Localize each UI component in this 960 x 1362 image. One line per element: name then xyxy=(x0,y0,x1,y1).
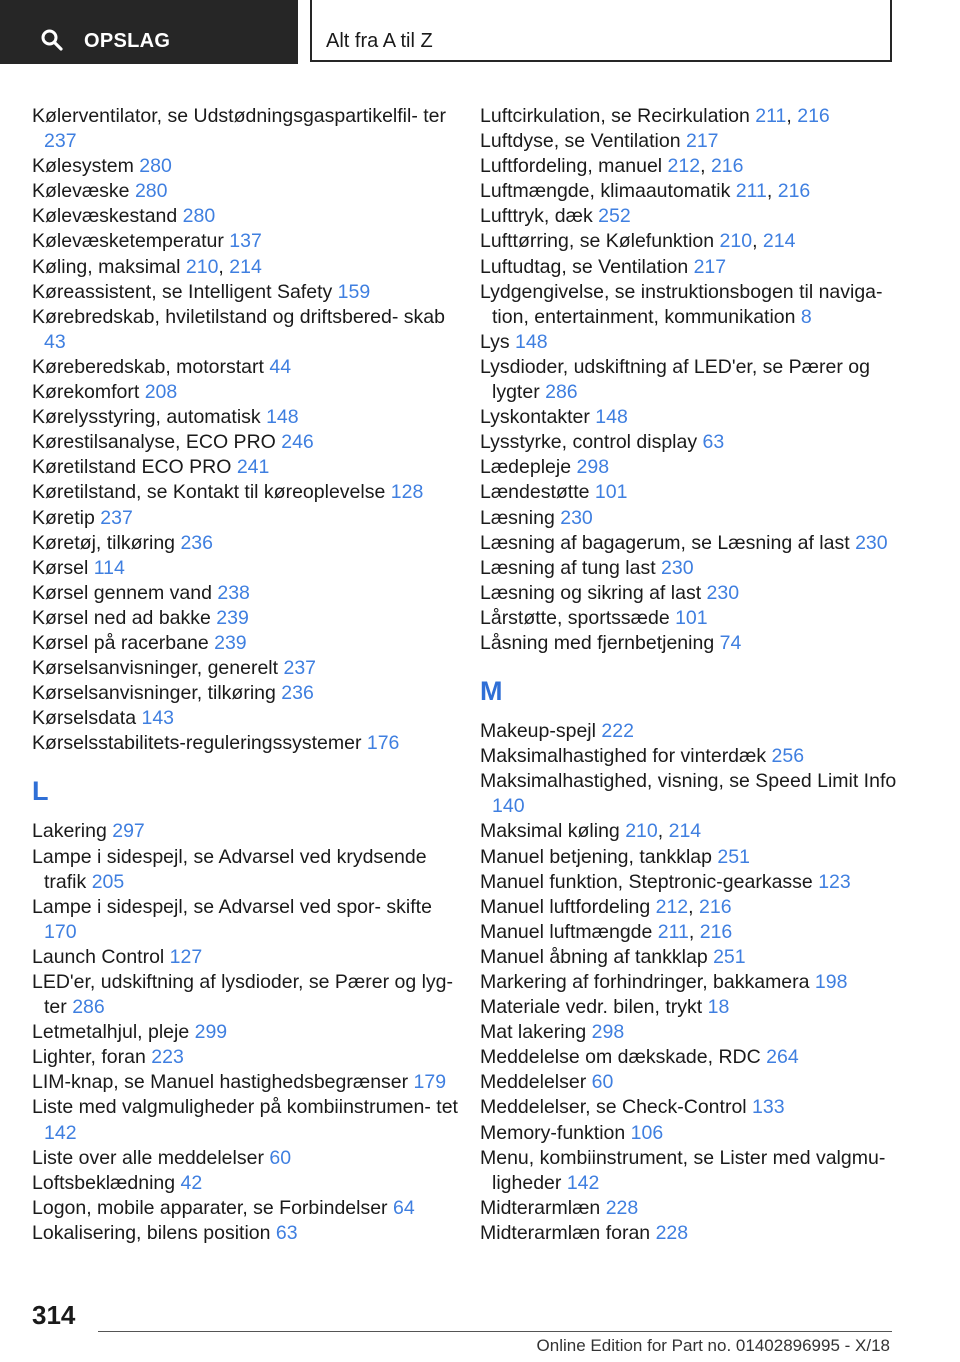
index-entry xyxy=(480,744,900,769)
index-entry-term: Kørestilsanalyse, ECO PRO xyxy=(32,431,282,454)
index-entry-term: Kørebredskab, hviletilstand og driftsbered‐ skab xyxy=(32,305,445,328)
index-entry-term: Markering af forhindringer, bakkamera xyxy=(480,971,815,993)
index-entry xyxy=(480,769,900,819)
index-entry-term: Manuel luftmængde xyxy=(480,920,658,943)
index-entry-term: Lysdioder, udskiftning af LED'er, se Pærer og lygter xyxy=(480,355,870,404)
page-link[interactable]: 148 xyxy=(595,406,628,429)
index-entry xyxy=(480,330,900,355)
index-entry xyxy=(480,355,900,405)
page-link[interactable]: 18 xyxy=(707,996,730,1019)
page-link[interactable]: 217 xyxy=(693,255,727,278)
index-entry: Manuel luftmængde 211, 216 xyxy=(480,920,733,943)
page-link[interactable]: 214 xyxy=(229,255,262,278)
index-title-tab[interactable] xyxy=(310,0,892,62)
page-link[interactable]: 211 xyxy=(755,105,787,127)
index-entry-term: Kørsel gennem vand xyxy=(32,581,218,604)
page-link[interactable]: 222 xyxy=(601,720,634,743)
index-entry xyxy=(32,455,462,480)
index-entry-term: Midterarmlæn xyxy=(480,1196,606,1219)
index-entry-term: Mat lakering xyxy=(480,1021,592,1044)
index-entry: Køling, maksimal 210, 214 xyxy=(32,255,262,278)
index-entry xyxy=(32,945,462,970)
index-entry xyxy=(480,581,900,606)
index-entry-term: Manuel luftfordeling xyxy=(480,895,656,918)
index-entry xyxy=(480,280,900,330)
index-entry-term: Luftfordeling, manuel xyxy=(480,155,668,178)
index-entry xyxy=(480,945,900,970)
index-entry: Luftmængde, klimaautomatik 211, 216 xyxy=(480,180,811,203)
index-entry-term: Kørsel ned ad bakke xyxy=(32,606,217,629)
index-entry: Luftcirkulation, se Recirkulation 211, 216 xyxy=(480,105,830,127)
page-link[interactable]: 210 xyxy=(625,820,658,843)
page-link[interactable]: 63 xyxy=(275,1221,298,1244)
index-entry-term: Køling, maksimal xyxy=(32,255,186,278)
index-entry-term: Menu, kombiinstrument, se Lister med valgmu‐ ligheder xyxy=(480,1146,886,1194)
search-icon xyxy=(40,28,64,52)
page-link[interactable]: 223 xyxy=(151,1046,184,1069)
page-link[interactable]: 230 xyxy=(560,506,593,529)
page-link[interactable]: 237 xyxy=(283,657,317,680)
index-entry-term: Lædepleje xyxy=(480,456,577,479)
index-entry-term: Lydgengivelse, se instruktionsbogen til naviga‐ tion, entertainment, kommunikation xyxy=(480,280,883,328)
page-link[interactable]: 214 xyxy=(668,820,702,843)
index-entry-term: Kørelysstyring, automatisk xyxy=(32,406,267,429)
page-link[interactable]: 230 xyxy=(661,556,694,579)
search-tab[interactable] xyxy=(0,0,298,64)
index-entry xyxy=(480,995,900,1020)
index-entry-term: Kølevæsketemperatur xyxy=(32,230,230,253)
page-link[interactable]: 212 xyxy=(667,155,701,178)
index-entry xyxy=(480,204,900,229)
page-link[interactable]: 216 xyxy=(699,920,733,943)
page-link[interactable]: 211 xyxy=(657,920,689,943)
index-entry-term: Lændestøtte xyxy=(480,481,595,504)
index-entry xyxy=(32,731,462,756)
index-entry xyxy=(32,179,462,204)
index-entry xyxy=(480,1070,900,1095)
index-entry xyxy=(480,1196,900,1221)
index-entry xyxy=(32,430,462,455)
index-entry-term: Materiale vedr. bilen, trykt xyxy=(480,996,708,1019)
page-link[interactable]: 212 xyxy=(655,895,689,918)
index-entry xyxy=(32,581,462,606)
page-link[interactable]: 298 xyxy=(591,1021,625,1044)
page-link[interactable]: 251 xyxy=(717,845,750,868)
index-column-left xyxy=(32,104,462,1246)
index-entry: Maksimal køling 210, 214 xyxy=(480,820,702,843)
index-entry-term: Luftdyse, se Ventilation xyxy=(480,130,686,153)
index-entry-term: Læsning af tung last xyxy=(480,556,662,579)
index-entry xyxy=(32,1221,462,1246)
page-link[interactable]: 297 xyxy=(112,820,145,843)
page-link[interactable]: 298 xyxy=(576,456,610,479)
index-entry-term: Launch Control xyxy=(32,945,170,968)
index-entry xyxy=(32,656,462,681)
index-entry xyxy=(480,1095,900,1120)
index-entry-term: LIM-knap, se Manuel hastighedsbegrænser xyxy=(32,1071,414,1094)
index-entry-term: Meddelelse om dækskade, RDC xyxy=(480,1046,767,1069)
index-entry-term: Lakering xyxy=(32,820,113,843)
page-link[interactable]: 286 xyxy=(545,381,578,404)
index-entry-term: Læsning og sikring af last xyxy=(480,581,707,604)
index-entry xyxy=(32,531,462,556)
section-letter-heading: L xyxy=(32,776,49,807)
page-link[interactable]: 128 xyxy=(390,481,424,504)
page-link[interactable]: 286 xyxy=(72,996,105,1019)
index-entry xyxy=(480,606,900,631)
page-link[interactable]: 214 xyxy=(762,230,796,253)
page-link[interactable]: 230 xyxy=(706,581,740,604)
index-entry-term: Kørsel xyxy=(32,556,94,579)
page-link[interactable]: 216 xyxy=(797,105,830,127)
page-link[interactable]: 205 xyxy=(91,870,125,893)
footer-divider xyxy=(98,1331,892,1332)
index-entry xyxy=(32,405,462,430)
page-link[interactable]: 8 xyxy=(800,305,812,328)
index-entry xyxy=(32,1171,462,1196)
index-entry-term: Liste med valgmuligheder på kombiinstrumen‐ tet xyxy=(32,1096,458,1119)
index-entry xyxy=(32,1070,462,1095)
index-title-label: Alt fra A til Z xyxy=(326,30,433,52)
page-link[interactable]: 264 xyxy=(766,1046,799,1069)
index-entry-term: Kølesystem xyxy=(32,155,140,178)
index-entry-term: Læsning xyxy=(480,506,561,529)
index-entry xyxy=(480,1020,900,1045)
top-bar xyxy=(0,0,960,66)
page-link[interactable]: 148 xyxy=(515,330,548,353)
page-link[interactable]: 236 xyxy=(180,531,213,554)
page-link[interactable]: 216 xyxy=(699,895,732,918)
page-link[interactable]: 127 xyxy=(169,945,203,968)
index-entry xyxy=(480,1146,900,1196)
page-link[interactable]: 143 xyxy=(141,707,175,730)
index-entry xyxy=(480,255,900,280)
index-entry xyxy=(480,970,900,995)
index-entry-term: Kørselsdata xyxy=(32,707,142,730)
index-entry xyxy=(480,845,900,870)
index-entry xyxy=(32,1196,462,1221)
page-link[interactable]: 74 xyxy=(719,631,742,654)
index-entry-term: Lufttørring, se Kølefunktion xyxy=(480,230,720,253)
page-link[interactable]: 246 xyxy=(281,431,314,454)
page-link[interactable]: 252 xyxy=(598,205,631,228)
index-entry-term: Lokalisering, bilens position xyxy=(32,1221,276,1244)
index-entry xyxy=(480,1121,900,1146)
page-link[interactable]: 238 xyxy=(217,581,250,604)
index-entry xyxy=(32,631,462,656)
index-entry-term: Køreassistent, se Intelligent Safety xyxy=(32,280,338,303)
index-entry-term: Lampe i sidespejl, se Advarsel ved spor‐ skifte xyxy=(32,895,432,918)
page-link[interactable]: 280 xyxy=(134,180,168,203)
page-number: 314 xyxy=(32,1300,76,1330)
edition-footer: Online Edition for Part no. 01402896995 - X/18 xyxy=(536,1336,890,1355)
page-link[interactable]: 114 xyxy=(93,556,125,579)
page-link[interactable]: 179 xyxy=(413,1071,447,1094)
index-entry xyxy=(32,845,462,895)
index-entry xyxy=(32,706,462,731)
index-entry xyxy=(32,480,462,505)
index-entry xyxy=(480,455,900,480)
index-entry-term: Lufttryk, dæk xyxy=(480,205,599,228)
index-entry-term: Luftcirkulation, se Recirkulation xyxy=(480,105,756,127)
page-link[interactable]: 241 xyxy=(236,456,270,479)
index-entry-term: Lyskontakter xyxy=(480,406,596,429)
index-entry xyxy=(480,129,900,154)
section-letter-heading: M xyxy=(480,676,503,707)
page-link[interactable]: 239 xyxy=(216,606,249,629)
index-entry-term: Kørekomfort xyxy=(32,381,145,404)
page-link[interactable]: 236 xyxy=(281,682,314,705)
page-link[interactable]: 101 xyxy=(594,481,628,504)
index-entry xyxy=(32,681,462,706)
index-entry-term: Køretip xyxy=(32,506,101,529)
index-entry xyxy=(32,305,462,355)
page-link[interactable]: 142 xyxy=(44,1121,77,1144)
index-entry-term: Kølevæske xyxy=(32,180,135,203)
page-link[interactable]: 208 xyxy=(144,381,178,404)
index-entry-term: Luftmængde, klimaautomatik xyxy=(480,180,736,203)
index-entry-term: Maksimal køling xyxy=(480,820,626,843)
page-link[interactable]: 142 xyxy=(566,1171,600,1194)
index-entry-term: Manuel funktion, Steptronic-gearkasse xyxy=(480,870,819,893)
index-entry: Luftfordeling, manuel 212, 216 xyxy=(480,155,744,178)
index-entry-term: Kølevæskestand xyxy=(32,205,183,228)
page-link[interactable]: 280 xyxy=(182,205,216,228)
page-link[interactable]: 137 xyxy=(229,230,262,253)
index-entry-term: Manuel åbning af tankklap xyxy=(480,945,714,968)
index-entry-term: Lys xyxy=(480,330,516,353)
page-link[interactable]: 43 xyxy=(44,330,66,353)
index-entry xyxy=(480,870,900,895)
page-link[interactable]: 140 xyxy=(492,795,525,818)
index-entry-term: Lighter, foran xyxy=(32,1046,152,1069)
search-tab-label: OPSLAG xyxy=(84,30,171,52)
page-link[interactable]: 123 xyxy=(818,870,851,893)
index-entry-term: Meddelelser xyxy=(480,1071,592,1094)
page-link[interactable]: 230 xyxy=(855,531,888,554)
page-link[interactable]: 64 xyxy=(392,1196,415,1219)
page-link[interactable]: 228 xyxy=(655,1221,689,1244)
index-entry-term: Kørselsanvisninger, tilkøring xyxy=(32,682,282,705)
index-entry-term: Kølerventilator, se Udstødningsgaspartikelfil‐ ter xyxy=(32,105,447,127)
page-link[interactable]: 44 xyxy=(269,355,292,378)
index-entry-term: Manuel betjening, tankklap xyxy=(480,845,718,868)
page-link[interactable]: 216 xyxy=(710,155,744,178)
page-link[interactable]: 176 xyxy=(366,732,400,755)
index-entry-term: Logon, mobile apparater, se Forbindelser xyxy=(32,1196,393,1219)
page-link[interactable]: 148 xyxy=(266,406,299,429)
page-link[interactable]: 159 xyxy=(337,280,371,303)
index-entry-term: Memory-funktion xyxy=(480,1121,631,1144)
page-link[interactable]: 133 xyxy=(752,1096,785,1119)
index-entry-term: Læsning af bagagerum, se Læsning af last xyxy=(480,531,856,554)
index-entry xyxy=(480,480,900,505)
page-link[interactable]: 210 xyxy=(719,230,753,253)
index-entry-term: Midterarmlæn foran xyxy=(480,1221,656,1244)
page-link[interactable]: 63 xyxy=(702,431,725,454)
index-column-right xyxy=(480,104,900,1246)
index-entry xyxy=(32,355,462,380)
index-entry xyxy=(32,229,462,254)
page-link[interactable]: 237 xyxy=(44,130,77,153)
index-entry xyxy=(32,280,462,305)
index-entry xyxy=(32,1146,462,1171)
page-link[interactable]: 216 xyxy=(777,180,811,203)
index-entry xyxy=(480,719,900,744)
page-link[interactable]: 60 xyxy=(269,1146,292,1169)
index-entry xyxy=(32,104,462,154)
index-entry xyxy=(32,154,462,179)
index-entry xyxy=(480,506,900,531)
index-entry-term: Lampe i sidespejl, se Advarsel ved krydsende trafik xyxy=(32,845,427,893)
page-link[interactable]: 228 xyxy=(605,1196,639,1219)
index-entry xyxy=(480,1221,900,1246)
page-link[interactable]: 42 xyxy=(180,1171,203,1194)
index-entry xyxy=(32,380,462,405)
index-entry-term: Kørselsstabilitets-reguleringssystemer xyxy=(32,732,367,755)
page-link[interactable]: 198 xyxy=(814,971,848,993)
index-entry-term: Køretilstand ECO PRO xyxy=(32,456,237,479)
index-entry-term: Køreberedskab, motorstart xyxy=(32,355,270,378)
index-entry-term: Kørsel på racerbane xyxy=(32,631,215,654)
index-entry-term: Letmetalhjul, pleje xyxy=(32,1021,195,1044)
index-entry xyxy=(32,819,462,844)
index-entry-term: Makeup-spejl xyxy=(480,720,602,743)
index-entry-term: LED'er, udskiftning af lysdioder, se Pærer og lyg‐ ter xyxy=(32,971,454,1019)
index-entry xyxy=(32,556,462,581)
index-entry xyxy=(480,1045,900,1070)
page-link[interactable]: 299 xyxy=(194,1021,228,1044)
index-entry xyxy=(32,1020,462,1045)
index-entry xyxy=(480,531,900,556)
page-link[interactable]: 217 xyxy=(685,130,719,153)
index-entry-term: Liste over alle meddelelser xyxy=(32,1146,270,1169)
index-entry-term: Loftsbeklædning xyxy=(32,1171,181,1194)
index-entry xyxy=(480,430,900,455)
page-link[interactable]: 60 xyxy=(591,1071,614,1094)
index-entry xyxy=(32,895,462,945)
index-entry xyxy=(32,1045,462,1070)
page-link[interactable]: 210 xyxy=(185,255,219,278)
index-entry-term: Låsning med fjernbetjening xyxy=(480,631,720,654)
page-link[interactable]: 280 xyxy=(139,155,172,178)
index-entry-term: Maksimalhastighed for vinterdæk xyxy=(480,745,772,768)
index-entry: Lufttørring, se Kølefunktion 210, 214 xyxy=(480,230,796,253)
index-entry-term: Lårstøtte, sportssæde xyxy=(480,606,676,629)
index-entry xyxy=(480,405,900,430)
index-entry xyxy=(32,970,462,1020)
index-entry-term: Køretøj, tilkøring xyxy=(32,531,181,554)
index-entry-term: Meddelelser, se Check-Control xyxy=(480,1096,753,1119)
index-entry xyxy=(480,631,900,656)
index-entry: Manuel luftfordeling 212, 216 xyxy=(480,895,732,918)
index-entry-term: Luftudtag, se Ventilation xyxy=(480,255,694,278)
index-entry xyxy=(32,606,462,631)
page-link[interactable]: 101 xyxy=(675,606,708,629)
index-entry xyxy=(480,556,900,581)
index-entry xyxy=(32,204,462,229)
page-link[interactable]: 211 xyxy=(735,180,767,203)
page-link[interactable]: 251 xyxy=(713,945,746,968)
index-entry-term: Maksimalhastighed, visning, se Speed Limit Info xyxy=(480,770,897,793)
page-link[interactable]: 256 xyxy=(771,745,805,768)
page-link[interactable]: 170 xyxy=(44,920,77,943)
page-link[interactable]: 106 xyxy=(630,1121,664,1144)
index-entry xyxy=(32,506,462,531)
index-entry-term: Lysstyrke, control display xyxy=(480,431,703,454)
page-link[interactable]: 237 xyxy=(100,506,133,529)
index-entry-term: Kørselsanvisninger, generelt xyxy=(32,657,284,680)
index-entry xyxy=(32,1095,462,1145)
index-entry-term: Køretilstand, se Kontakt til køreoplevelse xyxy=(32,481,391,504)
page-link[interactable]: 239 xyxy=(214,631,247,654)
